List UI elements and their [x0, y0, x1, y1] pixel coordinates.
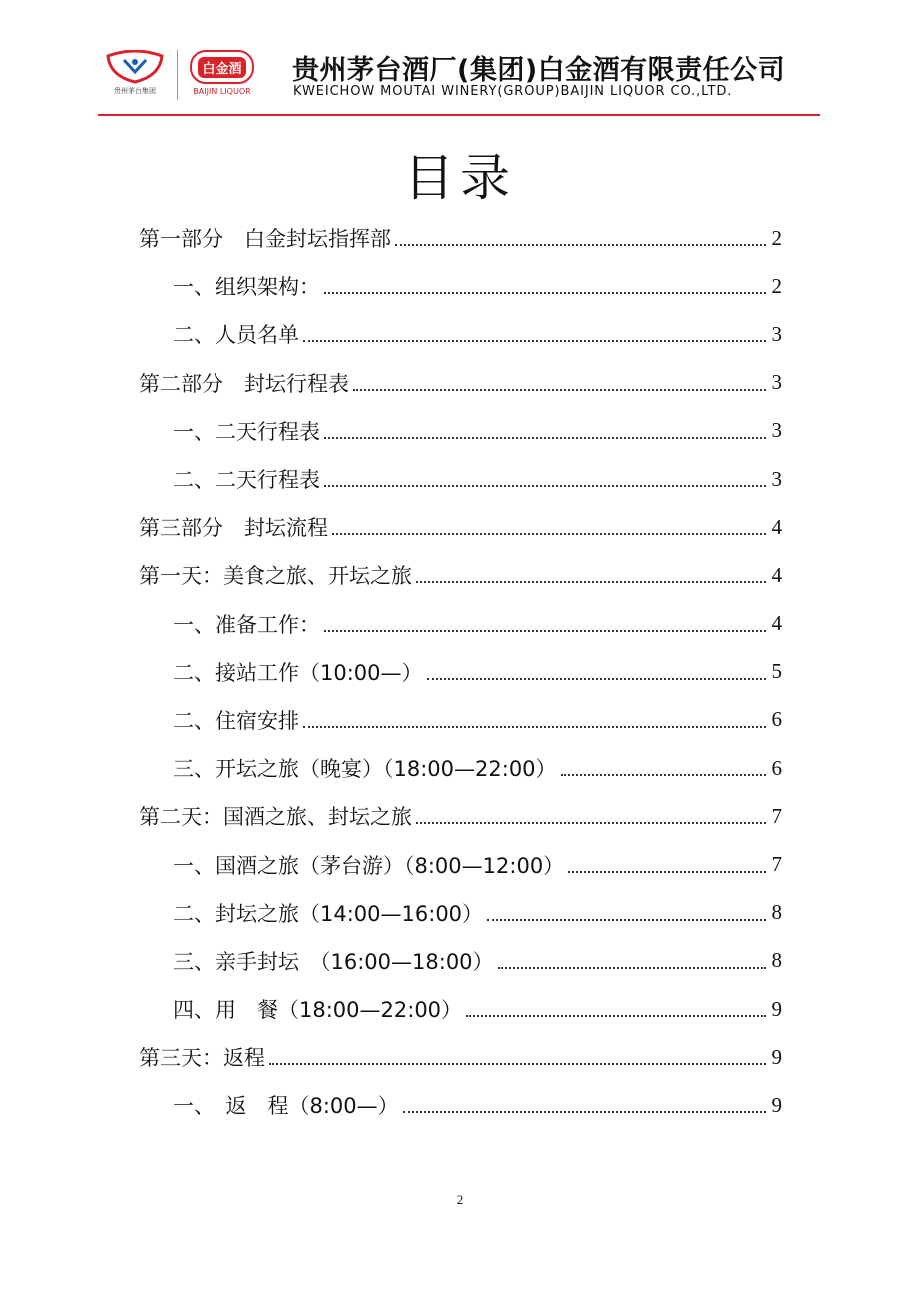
toc-entry[interactable]: [139, 1081, 782, 1129]
toc-entry-label: 三、开坛之旅（晚宴）（18:00—22:00）: [173, 757, 557, 782]
toc-dot-leader: [487, 919, 766, 921]
logo-left-caption: 贵州茅台集团: [114, 87, 156, 95]
toc-entry-label: 第一天：美食之旅、开坛之旅: [139, 564, 412, 589]
toc-dot-leader: [466, 1015, 766, 1017]
toc-entry-label: 一、二天行程表: [173, 419, 320, 444]
toc-entry-page: 9: [771, 996, 782, 1021]
logo-divider: [177, 50, 178, 100]
toc-entry-page: 3: [771, 321, 782, 346]
toc-entry-page: 4: [771, 611, 782, 636]
toc-entry-label: 四、用 餐（18:00—22:00）: [173, 998, 463, 1023]
toc-entry-label: 二、封坛之旅（14:00—16:00）: [173, 901, 484, 926]
toc-dot-leader: [395, 244, 766, 246]
toc-entry-page: 8: [771, 948, 782, 973]
toc-entry[interactable]: [139, 503, 782, 551]
baijin-badge: [190, 50, 254, 84]
toc-entry-page: 9: [771, 1092, 782, 1117]
toc-entry[interactable]: [139, 407, 782, 455]
toc-entry-label: 第三天：返程: [139, 1046, 265, 1071]
toc-entry-label: 第二天：国酒之旅、封坛之旅: [139, 805, 412, 830]
toc-dot-leader: [416, 822, 766, 824]
toc-dot-leader: [427, 678, 766, 680]
toc-entry[interactable]: [139, 262, 782, 310]
company-name-cn: 贵州茅台酒厂(集团)白金酒有限责任公司: [292, 55, 786, 86]
toc-dot-leader: [324, 292, 766, 294]
toc-entry[interactable]: [139, 696, 782, 744]
toc-entry-label: 一、国酒之旅（茅台游）（8:00—12:00）: [173, 853, 565, 878]
toc-entry-page: 2: [771, 273, 782, 298]
toc-entry[interactable]: [139, 214, 782, 262]
toc-dot-leader: [303, 340, 766, 342]
toc-entry-page: 2: [771, 225, 782, 250]
toc-entry-label: 一、组织架构：: [173, 275, 320, 300]
toc-dot-leader: [353, 389, 766, 391]
moutai-emblem-icon: [100, 50, 170, 84]
toc-entry-label: 二、接站工作（10:00—）: [173, 660, 423, 685]
toc-entry-page: 4: [771, 562, 782, 587]
toc-entry-page: 3: [771, 466, 782, 491]
moutai-group-logo: [100, 50, 170, 102]
toc-entry-label: 一、准备工作：: [173, 612, 320, 637]
toc-entry-label: 二、住宿安排: [173, 708, 299, 733]
toc-dot-leader: [303, 726, 766, 728]
toc-entry[interactable]: [139, 1033, 782, 1081]
toc-entry-page: 3: [771, 418, 782, 443]
page-title: 目录: [404, 149, 516, 207]
toc-entry[interactable]: [139, 985, 782, 1033]
toc-entry-label: 二、人员名单: [173, 323, 299, 348]
logo-right-caption: BAIJIN LIQUOR: [193, 87, 251, 96]
toc-entry[interactable]: [139, 937, 782, 985]
company-name-en: KWEICHOW MOUTAI WINERY(GROUP)BAIJIN LIQUOR CO.,LTD.: [293, 84, 733, 99]
toc-dot-leader: [324, 437, 766, 439]
toc-entry-label: 三、亲手封坛 （16:00—18:00）: [173, 949, 494, 974]
toc-entry[interactable]: [139, 840, 782, 888]
toc-entry-label: 一、 返 程（8:00—）: [173, 1094, 399, 1119]
toc-dot-leader: [332, 533, 766, 535]
toc-dot-leader: [561, 774, 766, 776]
toc-entry[interactable]: [139, 359, 782, 407]
toc-entry-label: 第一部分 白金封坛指挥部: [139, 227, 391, 252]
toc-dot-leader: [416, 581, 766, 583]
toc-dot-leader: [324, 630, 766, 632]
toc-entry-page: 8: [771, 900, 782, 925]
toc-entry-page: 6: [771, 755, 782, 780]
toc-entry[interactable]: [139, 600, 782, 648]
toc-entry-page: 6: [771, 707, 782, 732]
toc-entry-page: 7: [771, 803, 782, 828]
toc-dot-leader: [498, 967, 766, 969]
header-divider: [98, 114, 820, 116]
toc-entry[interactable]: [139, 889, 782, 937]
toc-dot-leader: [269, 1063, 766, 1065]
toc-dot-leader: [324, 485, 766, 487]
toc-entry[interactable]: [139, 551, 782, 599]
toc-entry-page: 4: [771, 514, 782, 539]
toc-entry-page: 9: [771, 1044, 782, 1069]
toc-entry[interactable]: [139, 455, 782, 503]
page-number: 2: [456, 1192, 464, 1207]
toc-entry[interactable]: [139, 310, 782, 358]
toc-entry-label: 二、二天行程表: [173, 468, 320, 493]
toc-entry[interactable]: [139, 744, 782, 792]
baijin-liquor-logo: [186, 50, 258, 102]
toc-entry-label: 第二部分 封坛行程表: [139, 371, 349, 396]
toc-entry-page: 3: [771, 370, 782, 395]
table-of-contents: [139, 214, 782, 1130]
toc-entry[interactable]: [139, 792, 782, 840]
toc-entry[interactable]: [139, 648, 782, 696]
toc-entry-page: 7: [771, 852, 782, 877]
page-header: [0, 0, 920, 120]
toc-entry-page: 5: [771, 659, 782, 684]
baijin-badge-text: 白金酒: [198, 57, 245, 78]
toc-dot-leader: [568, 871, 766, 873]
toc-dot-leader: [403, 1111, 766, 1113]
toc-entry-label: 第三部分 封坛流程: [139, 516, 328, 541]
